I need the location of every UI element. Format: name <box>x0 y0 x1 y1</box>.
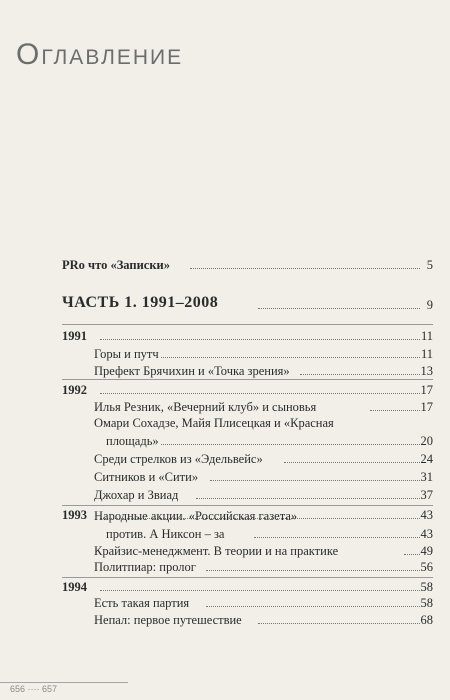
toc-entry[interactable] <box>0 486 450 504</box>
entry-label: Непал: первое путешествие <box>94 613 242 627</box>
leader-dots <box>206 570 420 571</box>
year-label: 1994 <box>62 580 87 594</box>
entry-label: Илья Резник, «Вечерний клуб» и сыновья <box>94 400 317 414</box>
entry-page: 56 <box>420 560 433 574</box>
year-label: 1992 <box>62 383 87 397</box>
year-page: 11 <box>420 329 433 343</box>
entry-label: Джохар и Звиад <box>94 488 179 502</box>
leader-dots <box>300 374 420 375</box>
leader-dots <box>370 410 420 411</box>
toc-entry[interactable] <box>0 525 450 543</box>
part-page: 9 <box>426 298 433 312</box>
entry-label-line-2: против. А Никсон – за <box>106 527 225 541</box>
entry-label: PRo что «Записки» <box>62 258 170 272</box>
entry-label: Крайзис-менеджмент. В теории и на практике <box>94 544 339 558</box>
entry-label-line-2: площадь» <box>106 434 159 448</box>
entry-page: 5 <box>426 258 433 272</box>
toc-entry[interactable] <box>0 450 450 468</box>
entry-label: Префект Брячихин и «Точка зрения» <box>94 364 290 378</box>
entry-page: 31 <box>420 470 433 484</box>
entry-page: 58 <box>420 596 433 610</box>
entry-page: 43 <box>420 527 433 541</box>
toc-entry-intro[interactable] <box>0 256 450 274</box>
year-page: 43 <box>420 508 433 522</box>
leader-dots <box>254 537 420 538</box>
entry-label-line-1: Народные акции. «Российская газета» <box>94 509 298 523</box>
leader-dots <box>148 444 420 445</box>
toc-entry[interactable] <box>0 362 450 380</box>
leader-dots <box>258 308 420 309</box>
leader-dots <box>206 606 420 607</box>
leader-dots <box>190 268 420 269</box>
entry-label: Среди стрелков из «Эдельвейс» <box>94 452 263 466</box>
leader-dots <box>100 393 420 394</box>
leader-dots <box>210 480 420 481</box>
leader-dots <box>284 462 420 463</box>
entry-page: 24 <box>420 452 433 466</box>
leader-dots <box>404 554 420 555</box>
toc-year-1992[interactable] <box>0 381 450 399</box>
toc-entry-part-1[interactable] <box>0 294 450 316</box>
entry-page: 11 <box>420 347 433 361</box>
entry-page: 37 <box>420 488 433 502</box>
toc-year-1991[interactable] <box>0 327 450 345</box>
entry-label: Ситников и «Сити» <box>94 470 199 484</box>
leader-dots <box>196 498 420 499</box>
page-title: Оглавление <box>16 38 184 71</box>
part-label: ЧАСТЬ 1. 1991–2008 <box>62 294 219 311</box>
leader-dots <box>100 590 420 591</box>
toc-entry[interactable] <box>0 468 450 486</box>
footer-divider <box>0 682 128 683</box>
toc-entry[interactable] <box>0 594 450 612</box>
toc-entry[interactable] <box>0 558 450 576</box>
entry-page: 17 <box>420 400 433 414</box>
toc-entry[interactable] <box>0 611 450 629</box>
leader-dots <box>160 357 420 358</box>
entry-page: 49 <box>420 544 433 558</box>
year-page: 58 <box>420 580 433 594</box>
entry-label: Есть такая партия <box>94 596 190 610</box>
entry-page: 20 <box>420 434 433 448</box>
entry-page: 68 <box>420 613 433 627</box>
section-divider <box>62 379 433 380</box>
year-page: 17 <box>420 383 433 397</box>
entry-label: Политпиар: пролог <box>94 560 196 574</box>
toc-entry[interactable] <box>0 345 450 363</box>
leader-dots <box>258 623 420 624</box>
entry-label: Горы и путч <box>94 347 159 361</box>
entry-page: 13 <box>420 364 433 378</box>
entry-label-line-1: Омари Сохадзе, Майя Плисецкая и «Красная <box>94 416 334 430</box>
year-label: 1991 <box>62 329 87 343</box>
leader-dots <box>100 339 420 340</box>
page-numbers: 656 ···· 657 <box>10 684 58 694</box>
section-divider <box>62 324 433 325</box>
year-label: 1993 <box>62 508 87 522</box>
toc-entry[interactable] <box>0 432 450 450</box>
